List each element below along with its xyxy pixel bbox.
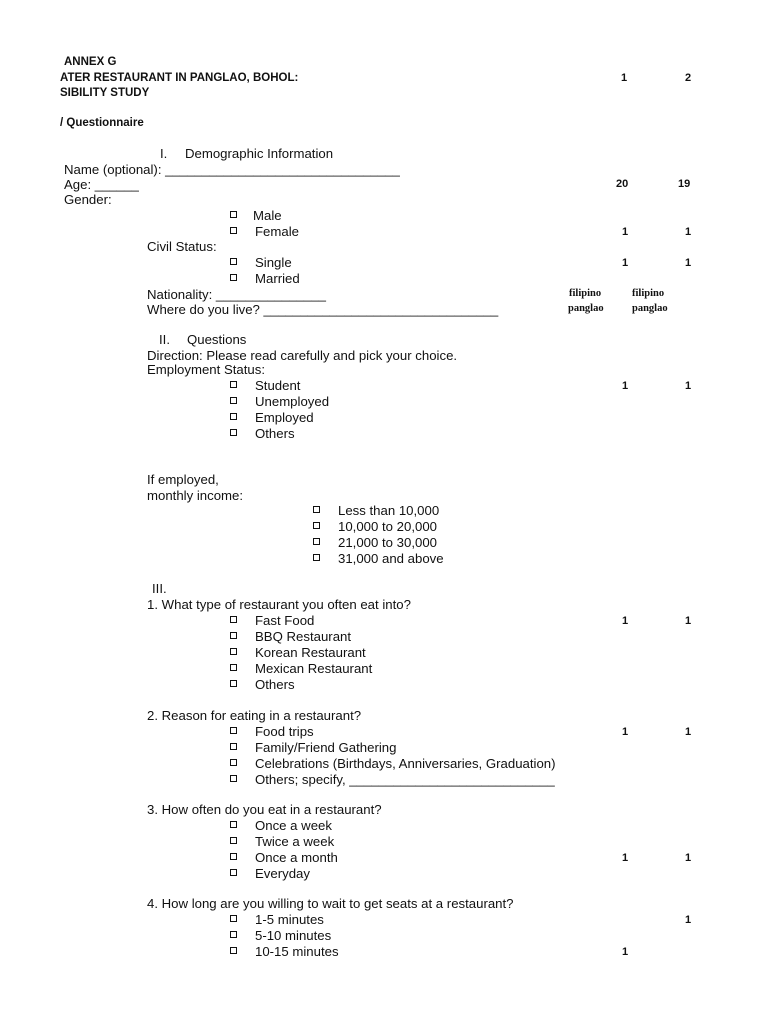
food-trips-response-2: 1 <box>685 726 692 738</box>
option-others-restaurant: Others <box>255 677 295 692</box>
female-response-1: 1 <box>622 226 629 238</box>
question-4: 4. How long are you willing to wait to get seats at a restaurant? <box>147 896 514 911</box>
direction-text: Direction: Please read carefully and pick your choice. <box>147 348 458 363</box>
checkbox-others-restaurant[interactable] <box>230 680 237 687</box>
option-10-15-minutes: 10-15 minutes <box>255 944 339 959</box>
response-col2-header: 2 <box>685 72 692 84</box>
employment-status-label: Employment Status: <box>147 362 266 377</box>
checkbox-female[interactable] <box>230 227 237 234</box>
option-student: Student <box>255 378 301 393</box>
annex-label: ANNEX G <box>64 56 117 68</box>
question-1: 1. What type of restaurant you often eat into? <box>147 597 411 612</box>
checkbox-married[interactable] <box>230 274 237 281</box>
1-5-minutes-response-2: 1 <box>685 914 692 926</box>
section1-numeral: I. <box>160 146 168 161</box>
checkbox-10-15-minutes[interactable] <box>230 947 237 954</box>
checkbox-everyday[interactable] <box>230 869 237 876</box>
checkbox-food-trips[interactable] <box>230 727 237 734</box>
checkbox-others-reason[interactable] <box>230 775 237 782</box>
option-male: Male <box>253 208 282 223</box>
question-3: 3. How often do you eat in a restaurant? <box>147 802 382 817</box>
option-1-5-minutes: 1-5 minutes <box>255 912 324 927</box>
checkbox-fast-food[interactable] <box>230 616 237 623</box>
option-celebrations: Celebrations (Birthdays, Anniversaries, Graduation) <box>255 756 556 771</box>
option-others-employment: Others <box>255 426 295 441</box>
food-trips-response-1: 1 <box>622 726 629 738</box>
single-response-1: 1 <box>622 257 629 269</box>
option-bbq: BBQ Restaurant <box>255 629 352 644</box>
checkbox-income-4[interactable] <box>313 554 320 561</box>
female-response-2: 1 <box>685 226 692 238</box>
checkbox-twice-week[interactable] <box>230 837 237 844</box>
option-income-2: 10,000 to 20,000 <box>338 519 437 534</box>
where-live-field[interactable]: Where do you live? ________________________________ <box>147 302 499 317</box>
student-response-2: 1 <box>685 380 692 392</box>
student-response-1: 1 <box>622 380 629 392</box>
option-twice-week: Twice a week <box>255 834 335 849</box>
name-field[interactable]: Name (optional): ________________________________ <box>64 162 400 177</box>
checkbox-income-1[interactable] <box>313 506 320 513</box>
checkbox-korean[interactable] <box>230 648 237 655</box>
once-month-response-1: 1 <box>622 852 629 864</box>
section3-numeral: III. <box>152 581 167 596</box>
section2-numeral: II. <box>159 332 170 347</box>
option-fast-food: Fast Food <box>255 613 315 628</box>
fast-food-response-2: 1 <box>685 615 692 627</box>
nationality-field[interactable]: Nationality: _______________ <box>147 287 326 302</box>
checkbox-student[interactable] <box>230 381 237 388</box>
option-once-week: Once a week <box>255 818 332 833</box>
option-income-3: 21,000 to 30,000 <box>338 535 437 550</box>
single-response-2: 1 <box>685 257 692 269</box>
checkbox-celebrations[interactable] <box>230 759 237 766</box>
questionnaire-heading: / Questionnaire <box>60 117 144 129</box>
option-others-reason: Others; specify, ____________________________ <box>255 772 555 787</box>
option-mexican: Mexican Restaurant <box>255 661 373 676</box>
option-married: Married <box>255 271 300 286</box>
gender-label: Gender: <box>64 192 112 207</box>
age-response-1: 20 <box>616 178 629 190</box>
checkbox-income-3[interactable] <box>313 538 320 545</box>
checkbox-mexican[interactable] <box>230 664 237 671</box>
age-field[interactable]: Age: ______ <box>64 177 139 192</box>
civil-status-label: Civil Status: <box>147 239 217 254</box>
checkbox-family-gathering[interactable] <box>230 743 237 750</box>
if-employed-label: If employed, <box>147 472 219 487</box>
checkbox-male[interactable] <box>230 211 237 218</box>
fast-food-response-1: 1 <box>622 615 629 627</box>
option-food-trips: Food trips <box>255 724 314 739</box>
once-month-response-2: 1 <box>685 852 692 864</box>
age-response-2: 19 <box>678 178 691 190</box>
title-line-1: ATER RESTAURANT IN PANGLAO, BOHOL: <box>60 72 299 84</box>
checkbox-employed[interactable] <box>230 413 237 420</box>
option-single: Single <box>255 255 292 270</box>
option-once-month: Once a month <box>255 850 338 865</box>
option-employed: Employed <box>255 410 314 425</box>
option-income-1: Less than 10,000 <box>338 503 440 518</box>
checkbox-single[interactable] <box>230 258 237 265</box>
checkbox-income-2[interactable] <box>313 522 320 529</box>
question-2: 2. Reason for eating in a restaurant? <box>147 708 362 723</box>
10-15-minutes-response-1: 1 <box>622 946 629 958</box>
option-unemployed: Unemployed <box>255 394 330 409</box>
where-live-response-2: panglao <box>632 303 668 314</box>
monthly-income-label: monthly income: <box>147 488 244 503</box>
option-everyday: Everyday <box>255 866 310 881</box>
nationality-response-1: filipino <box>569 288 602 299</box>
option-female: Female <box>255 224 299 239</box>
response-col1-header: 1 <box>621 72 628 84</box>
section1-heading: Demographic Information <box>185 146 334 161</box>
option-family-gathering: Family/Friend Gathering <box>255 740 397 755</box>
where-live-response-1: panglao <box>568 303 604 314</box>
checkbox-once-week[interactable] <box>230 821 237 828</box>
checkbox-once-month[interactable] <box>230 853 237 860</box>
checkbox-others-employment[interactable] <box>230 429 237 436</box>
checkbox-1-5-minutes[interactable] <box>230 915 237 922</box>
nationality-response-2: filipino <box>632 288 665 299</box>
checkbox-bbq[interactable] <box>230 632 237 639</box>
option-korean: Korean Restaurant <box>255 645 366 660</box>
option-income-4: 31,000 and above <box>338 551 444 566</box>
checkbox-5-10-minutes[interactable] <box>230 931 237 938</box>
section2-heading: Questions <box>187 332 247 347</box>
checkbox-unemployed[interactable] <box>230 397 237 404</box>
option-5-10-minutes: 5-10 minutes <box>255 928 332 943</box>
title-line-2: SIBILITY STUDY <box>60 87 150 99</box>
